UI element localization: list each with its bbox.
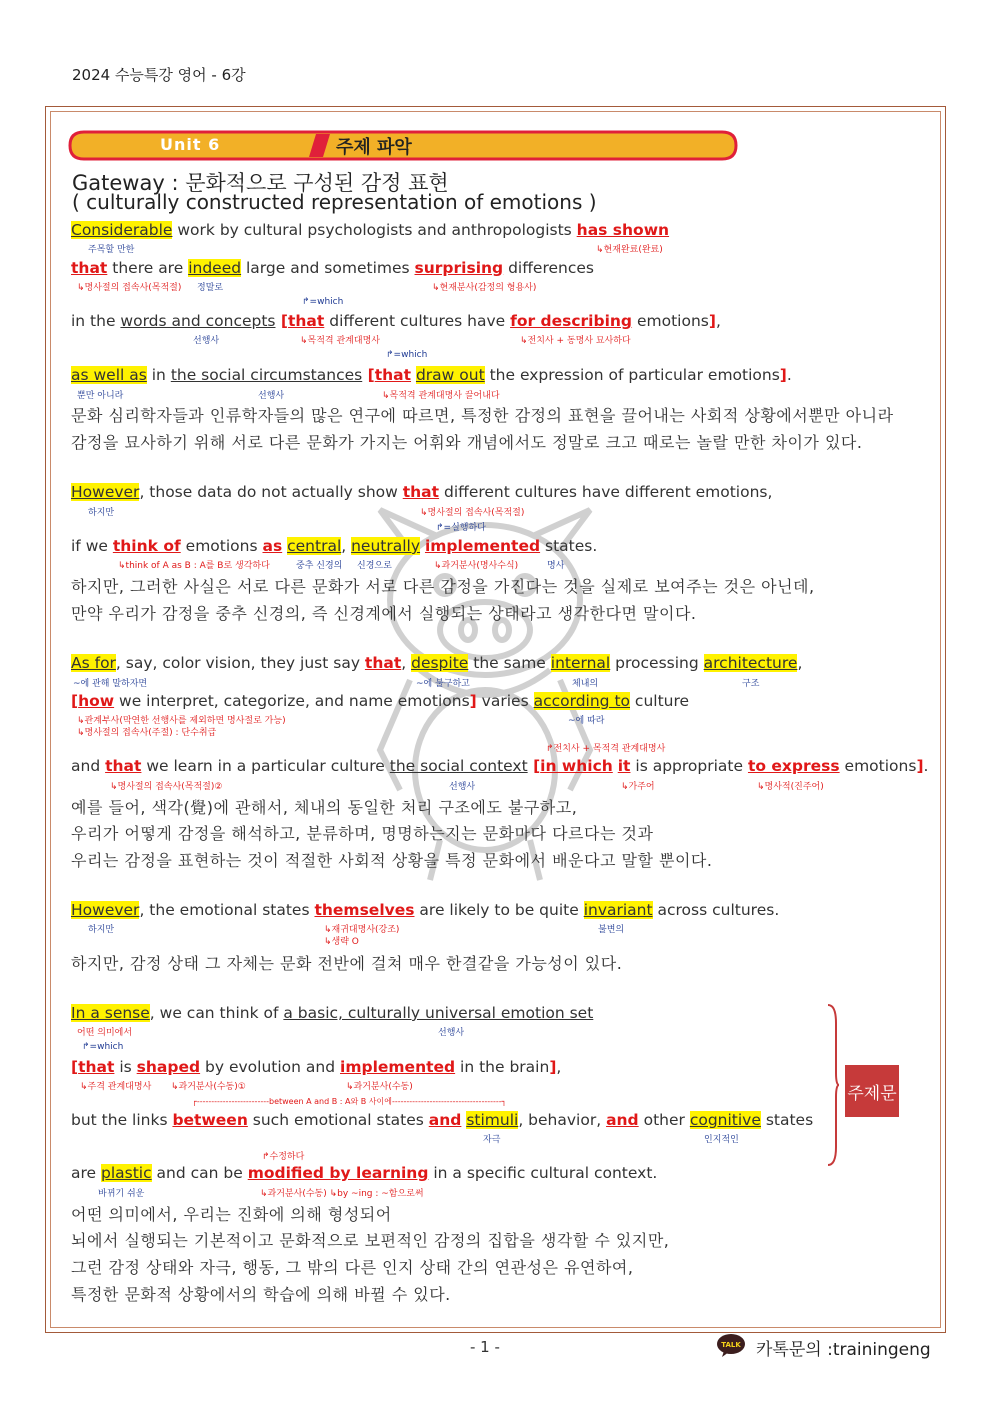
s5-note: 어떤 의미에서 (77, 1028, 133, 1038)
s2-note: ↱=실행하다 (436, 523, 486, 533)
s5-note: ↳과거분사(수동) ↳by ~ing : ~함으로써 (260, 1189, 424, 1199)
talk-badge-text: TALK (721, 1341, 741, 1349)
unit-label: Unit 6 (160, 135, 221, 154)
s1-note: ↱=which (386, 350, 428, 360)
kakao-contact: 카톡문의 :trainingeng (756, 1340, 931, 1360)
s3-korean-1: 예를 들어, 색각(覺)에 관해서, 체내의 동일한 처리 구조에도 불구하고, (71, 798, 578, 817)
s3-korean-3: 우리는 감정을 표현하는 것이 적절한 사회적 상황을 특정 문화에서 배운다고 말할 뿐이다. (71, 851, 713, 870)
s5-note: ↱=which (82, 1042, 124, 1052)
s1-note: ↳목적격 관계대명사 끌어내다 (382, 391, 500, 401)
s1-note: 뿐만 아니라 (77, 391, 124, 401)
s3-note: ↱전치사 + 목적격 관계대명사 (546, 744, 666, 754)
s1-line1: Considerable work by cultural psychologists and anthropologists has shown (71, 221, 670, 239)
s5-note: ┌-------------------------between A and B : A와 B 사이에--------------------------------------┐ (192, 1097, 507, 1106)
s5-korean-3: 그런 감정 상태와 자극, 행동, 그 밖의 다른 인지 상태 간의 연관성은 유연하여, (71, 1258, 634, 1277)
s3-korean-2: 우리가 어떻게 감정을 해석하고, 분류하며, 명명하는지는 문화마다 다르다는 것과 (71, 824, 654, 843)
topic-brace (826, 1003, 840, 1167)
s5-korean-1: 어떤 의미에서, 우리는 진화에 의해 형성되어 (71, 1205, 392, 1224)
s1-note: ↳현재완료(완료) (596, 245, 663, 255)
s5-note: 선행사 (438, 1028, 465, 1038)
s5-note: ↳과거분사(수동) (346, 1082, 413, 1092)
s2-note: 중추 신경의 (296, 561, 343, 571)
s4-line1: However, the emotional states themselves are likely to be quite invariant across cultures. (71, 901, 780, 919)
s5-note: ↱수정하다 (262, 1152, 305, 1162)
s2-note: ↳명사절의 접속사(목적절) (420, 508, 525, 518)
page-number: - 1 - (470, 1338, 500, 1356)
s1-note: ↳목적격 관계대명사 (300, 336, 380, 346)
s1-note: ↳명사절의 접속사(목적절) (77, 283, 182, 293)
s3-note: ↳명사절의 접속사(주절) : 단수취급 (77, 728, 217, 738)
s4-note: ↳재귀대명사(강조) (324, 925, 400, 935)
s1-korean-1: 문화 심리학자들과 인류학자들의 많은 연구에 따르면, 특정한 감정의 표현을 끌어내는 사회적 상황에서뿐만 아니라 (71, 406, 894, 425)
s5-note: ↳주격 관계대명사 (80, 1082, 152, 1092)
s1-korean-2: 감정을 묘사하기 위해 서로 다른 문화가 가지는 어휘와 개념에서도 정말로 크고 때로는 놀랄 만한 차이가 있다. (71, 433, 863, 452)
gateway-subtitle: ( culturally constructed representation of emotions ) (72, 190, 597, 214)
s3-line3: and that we learn in a particular culture the social context [in which it is appropriate to express emotions]. (71, 757, 929, 775)
s3-note: ↳가주어 (621, 782, 655, 792)
s1-line4: as well as in the social circumstances [that draw out the expression of particular emotions]. (71, 366, 792, 384)
s2-line2: if we think of emotions as central, neutrally implemented states. (71, 537, 598, 555)
s1-note: ↳전치사 + 동명사 묘사하다 (520, 336, 631, 346)
s1-note: ↱=which (302, 297, 344, 307)
s1-note: ↳현재분사(감정의 형용사) (432, 283, 537, 293)
s1-note: 주목할 만한 (88, 245, 135, 255)
s2-korean-2: 만약 우리가 감정을 중추 신경의, 즉 신경계에서 실행되는 상태라고 생각한다면 말이다. (71, 604, 697, 623)
s2-note: 신경으로 (357, 561, 392, 571)
s3-line2: [how we interpret, categorize, and name emotions] varies according to culture (71, 692, 690, 710)
s2-note: ↳think of A as B : A를 B로 생각하다 (118, 561, 270, 571)
topic-label: 주제 파악 (336, 137, 412, 158)
kakao-talk-icon (716, 1333, 746, 1357)
s1-note: 선행사 (258, 391, 285, 401)
s3-note: ~에 관해 말하자면 (73, 679, 148, 689)
s5-line4: are plastic and can be modified by learning in a specific cultural context. (71, 1164, 658, 1182)
s1-note: 정말로 (197, 283, 224, 293)
s3-note: ~에 불구하고 (416, 679, 470, 689)
s2-note: 하지만 (88, 508, 115, 518)
s2-line1: However, those data do not actually show that different cultures have different emotions, (71, 483, 773, 501)
s5-note: 자극 (483, 1135, 501, 1145)
s4-korean-1: 하지만, 감정 상태 그 자체는 문화 전반에 걸쳐 매우 한결같을 가능성이 있다. (71, 954, 623, 973)
s5-note: 바뀌기 쉬운 (98, 1189, 145, 1199)
s4-note: ↳생략 O (324, 937, 359, 947)
s3-note: 구조 (742, 679, 760, 689)
s4-note: 하지만 (88, 925, 115, 935)
s3-note: ↳명사적(진주어) (757, 782, 824, 792)
s2-note: ↳과거분사(명사수식) (434, 561, 519, 571)
s3-note: 체내의 (572, 679, 599, 689)
s3-line1: As for, say, color vision, they just say that, despite the same internal processing architecture, (71, 654, 803, 672)
s3-note: 선행사 (449, 782, 476, 792)
s5-korean-4: 특정한 문화적 상황에서의 학습에 의해 바뀔 수 있다. (71, 1285, 451, 1304)
s5-line2: [that is shaped by evolution and implemented in the brain], (71, 1058, 562, 1076)
s2-korean-1: 하지만, 그러한 사실은 서로 다른 문화가 서로 다른 감정을 가진다는 것을 실제로 보여주는 것은 아닌데, (71, 577, 815, 596)
s5-line3: but the links between such emotional states and stimuli, behavior, and other cognitive states (71, 1111, 814, 1129)
page-header: 2024 수능특강 영어 - 6강 (72, 66, 246, 84)
s1-line3: in the words and concepts [that different cultures have for describing emotions], (71, 312, 721, 330)
s5-note: 인지적인 (704, 1135, 739, 1145)
s3-note: ↳관계부사(막연한 선행사를 제외하면 명사절로 가능) (77, 716, 286, 726)
gateway-title: Gateway : 문화적으로 구성된 감정 표현 (72, 171, 449, 195)
s5-line1: In a sense, we can think of a basic, culturally universal emotion set (71, 1004, 594, 1022)
s3-note: ~에 따라 (568, 716, 605, 726)
s5-korean-2: 뇌에서 실행되는 기본적이고 문화적으로 보편적인 감정의 집합을 생각할 수 있지만, (71, 1231, 670, 1250)
s3-note: ↳명사절의 접속사(목적절)② (110, 782, 223, 792)
s5-note: ↳과거분사(수동)① (171, 1082, 246, 1092)
s1-note: 선행사 (193, 336, 220, 346)
s2-note: 명사 (547, 561, 565, 571)
s4-note: 불변의 (598, 925, 625, 935)
topic-sentence-box: 주제문 (845, 1065, 899, 1117)
s1-line2: that there are indeed large and sometimes surprising differences (71, 259, 594, 277)
